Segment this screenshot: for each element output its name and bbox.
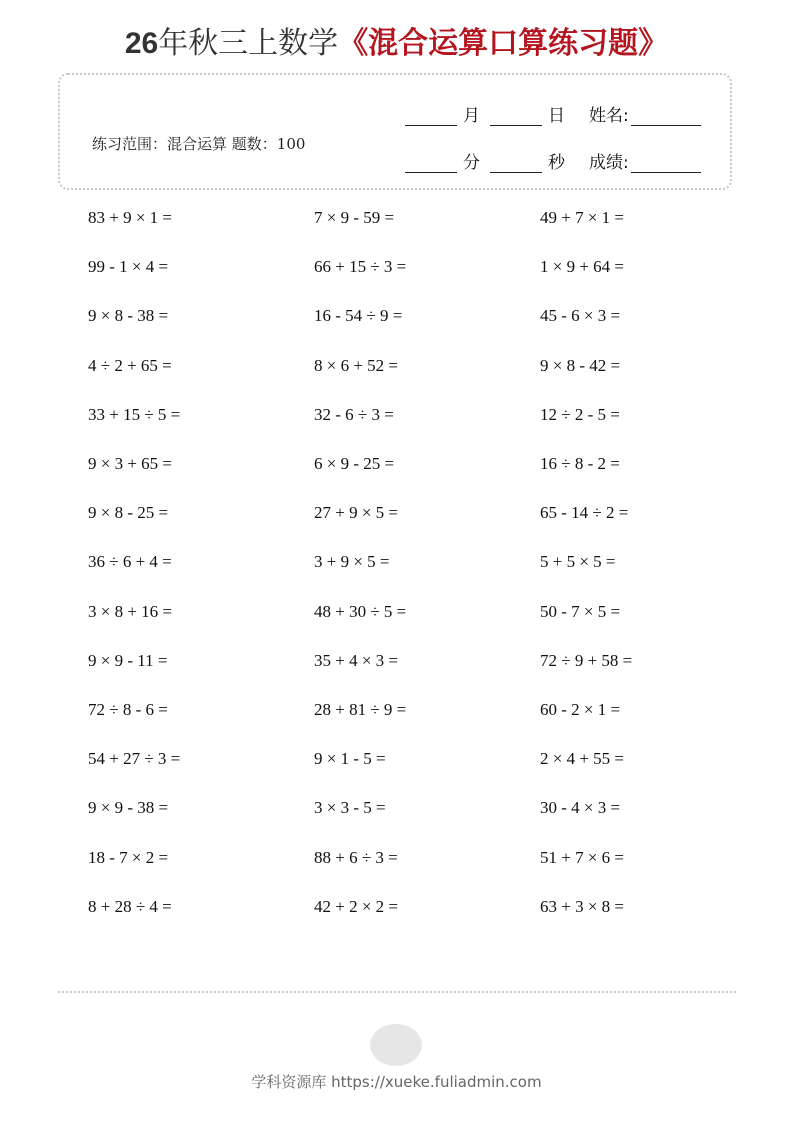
problem-item: 99 - 1 × 4 = bbox=[88, 257, 169, 277]
problem-item: 60 - 2 × 1 = bbox=[540, 700, 621, 719]
problem-item: 5 + 5 × 5 = bbox=[540, 552, 616, 572]
problem-item: 3 × 3 - 5 = bbox=[314, 798, 386, 818]
problem-item: 36 ÷ 6 + 4 = bbox=[88, 552, 172, 572]
problem-item: 30 - 4 × 3 = bbox=[540, 798, 621, 818]
score-blank[interactable] bbox=[631, 154, 701, 173]
problem-item: 6 × 9 - 25 = bbox=[314, 454, 395, 473]
problem-item: 16 ÷ 8 - 2 = bbox=[540, 454, 620, 473]
problem-item: 72 ÷ 8 - 6 = bbox=[88, 700, 168, 719]
problem-item: 48 + 30 ÷ 5 = bbox=[314, 601, 407, 621]
footer-source: 学科资源库 https://xueke.fuliadmin.com bbox=[251, 1073, 542, 1091]
problem-item: 9 × 9 - 11 = bbox=[88, 650, 168, 670]
problem-item: 63 + 3 × 8 = bbox=[540, 896, 625, 916]
problem-item: 2 × 4 + 55 = bbox=[540, 749, 625, 769]
problem-item: 28 + 81 ÷ 9 = bbox=[314, 700, 407, 719]
problem-item: 32 - 6 ÷ 3 = bbox=[314, 404, 394, 424]
second-blank[interactable] bbox=[490, 154, 542, 173]
name-blank[interactable] bbox=[631, 107, 701, 126]
problem-item: 18 - 7 × 2 = bbox=[88, 847, 169, 867]
problem-item: 12 ÷ 2 - 5 = bbox=[540, 404, 620, 424]
info-box bbox=[58, 73, 732, 190]
problem-item: 72 ÷ 9 + 58 = bbox=[540, 650, 633, 670]
problem-item: 8 × 6 + 52 = bbox=[314, 355, 399, 375]
problem-item: 27 + 9 × 5 = bbox=[314, 503, 399, 523]
problem-item: 9 × 3 + 65 = bbox=[88, 454, 173, 473]
page-title bbox=[0, 18, 793, 62]
problem-item: 7 × 9 - 59 = bbox=[314, 208, 395, 227]
title-subject: 年秋三上数学 bbox=[158, 26, 339, 61]
problem-item: 42 + 2 × 2 = bbox=[314, 896, 399, 916]
month-blank[interactable] bbox=[405, 107, 457, 126]
time-score-line bbox=[405, 148, 701, 173]
problem-item: 9 × 8 - 25 = bbox=[88, 503, 169, 523]
problem-item: 66 + 15 ÷ 3 = bbox=[314, 257, 407, 277]
divider bbox=[58, 991, 736, 993]
practice-scope: 练习范围：混合运算 题数：100 bbox=[92, 135, 306, 153]
day-label: 日 bbox=[548, 106, 565, 126]
problem-item: 3 × 8 + 16 = bbox=[88, 601, 173, 621]
problem-item: 83 + 9 × 1 = bbox=[88, 208, 173, 227]
day-blank[interactable] bbox=[490, 107, 542, 126]
problem-item: 9 × 9 - 38 = bbox=[88, 798, 169, 818]
problem-item: 33 + 15 ÷ 5 = bbox=[88, 404, 181, 424]
problem-item: 9 × 1 - 5 = bbox=[314, 749, 386, 769]
problem-item: 88 + 6 ÷ 3 = bbox=[314, 847, 398, 867]
problem-item: 9 × 8 - 38 = bbox=[88, 306, 169, 326]
problem-item: 45 - 6 × 3 = bbox=[540, 306, 621, 326]
problem-item: 3 + 9 × 5 = bbox=[314, 552, 390, 572]
problem-item: 51 + 7 × 6 = bbox=[540, 847, 625, 867]
problem-item: 1 × 9 + 64 = bbox=[540, 257, 625, 277]
minute-blank[interactable] bbox=[405, 154, 457, 173]
name-label: 姓名: bbox=[589, 106, 629, 126]
problem-item: 8 + 28 ÷ 4 = bbox=[88, 896, 172, 916]
problem-item: 49 + 7 × 1 = bbox=[540, 208, 625, 227]
problem-item: 54 + 27 ÷ 3 = bbox=[88, 749, 181, 769]
problem-item: 16 - 54 ÷ 9 = bbox=[314, 306, 403, 326]
problem-item: 9 × 8 - 42 = bbox=[540, 355, 621, 375]
month-label: 月 bbox=[463, 106, 480, 126]
title-year: 26 bbox=[124, 27, 159, 60]
problem-item: 65 - 14 ÷ 2 = bbox=[540, 503, 629, 523]
second-label: 秒 bbox=[548, 153, 565, 173]
page-number-placeholder bbox=[370, 1024, 422, 1066]
minute-label: 分 bbox=[463, 153, 480, 173]
problem-item: 50 - 7 × 5 = bbox=[540, 601, 621, 621]
score-label: 成绩: bbox=[589, 153, 629, 173]
problem-item: 4 ÷ 2 + 65 = bbox=[88, 355, 172, 375]
title-main: 《混合运算口算练习题》 bbox=[338, 26, 669, 61]
problem-item: 35 + 4 × 3 = bbox=[314, 650, 399, 670]
date-name-line bbox=[405, 101, 701, 126]
